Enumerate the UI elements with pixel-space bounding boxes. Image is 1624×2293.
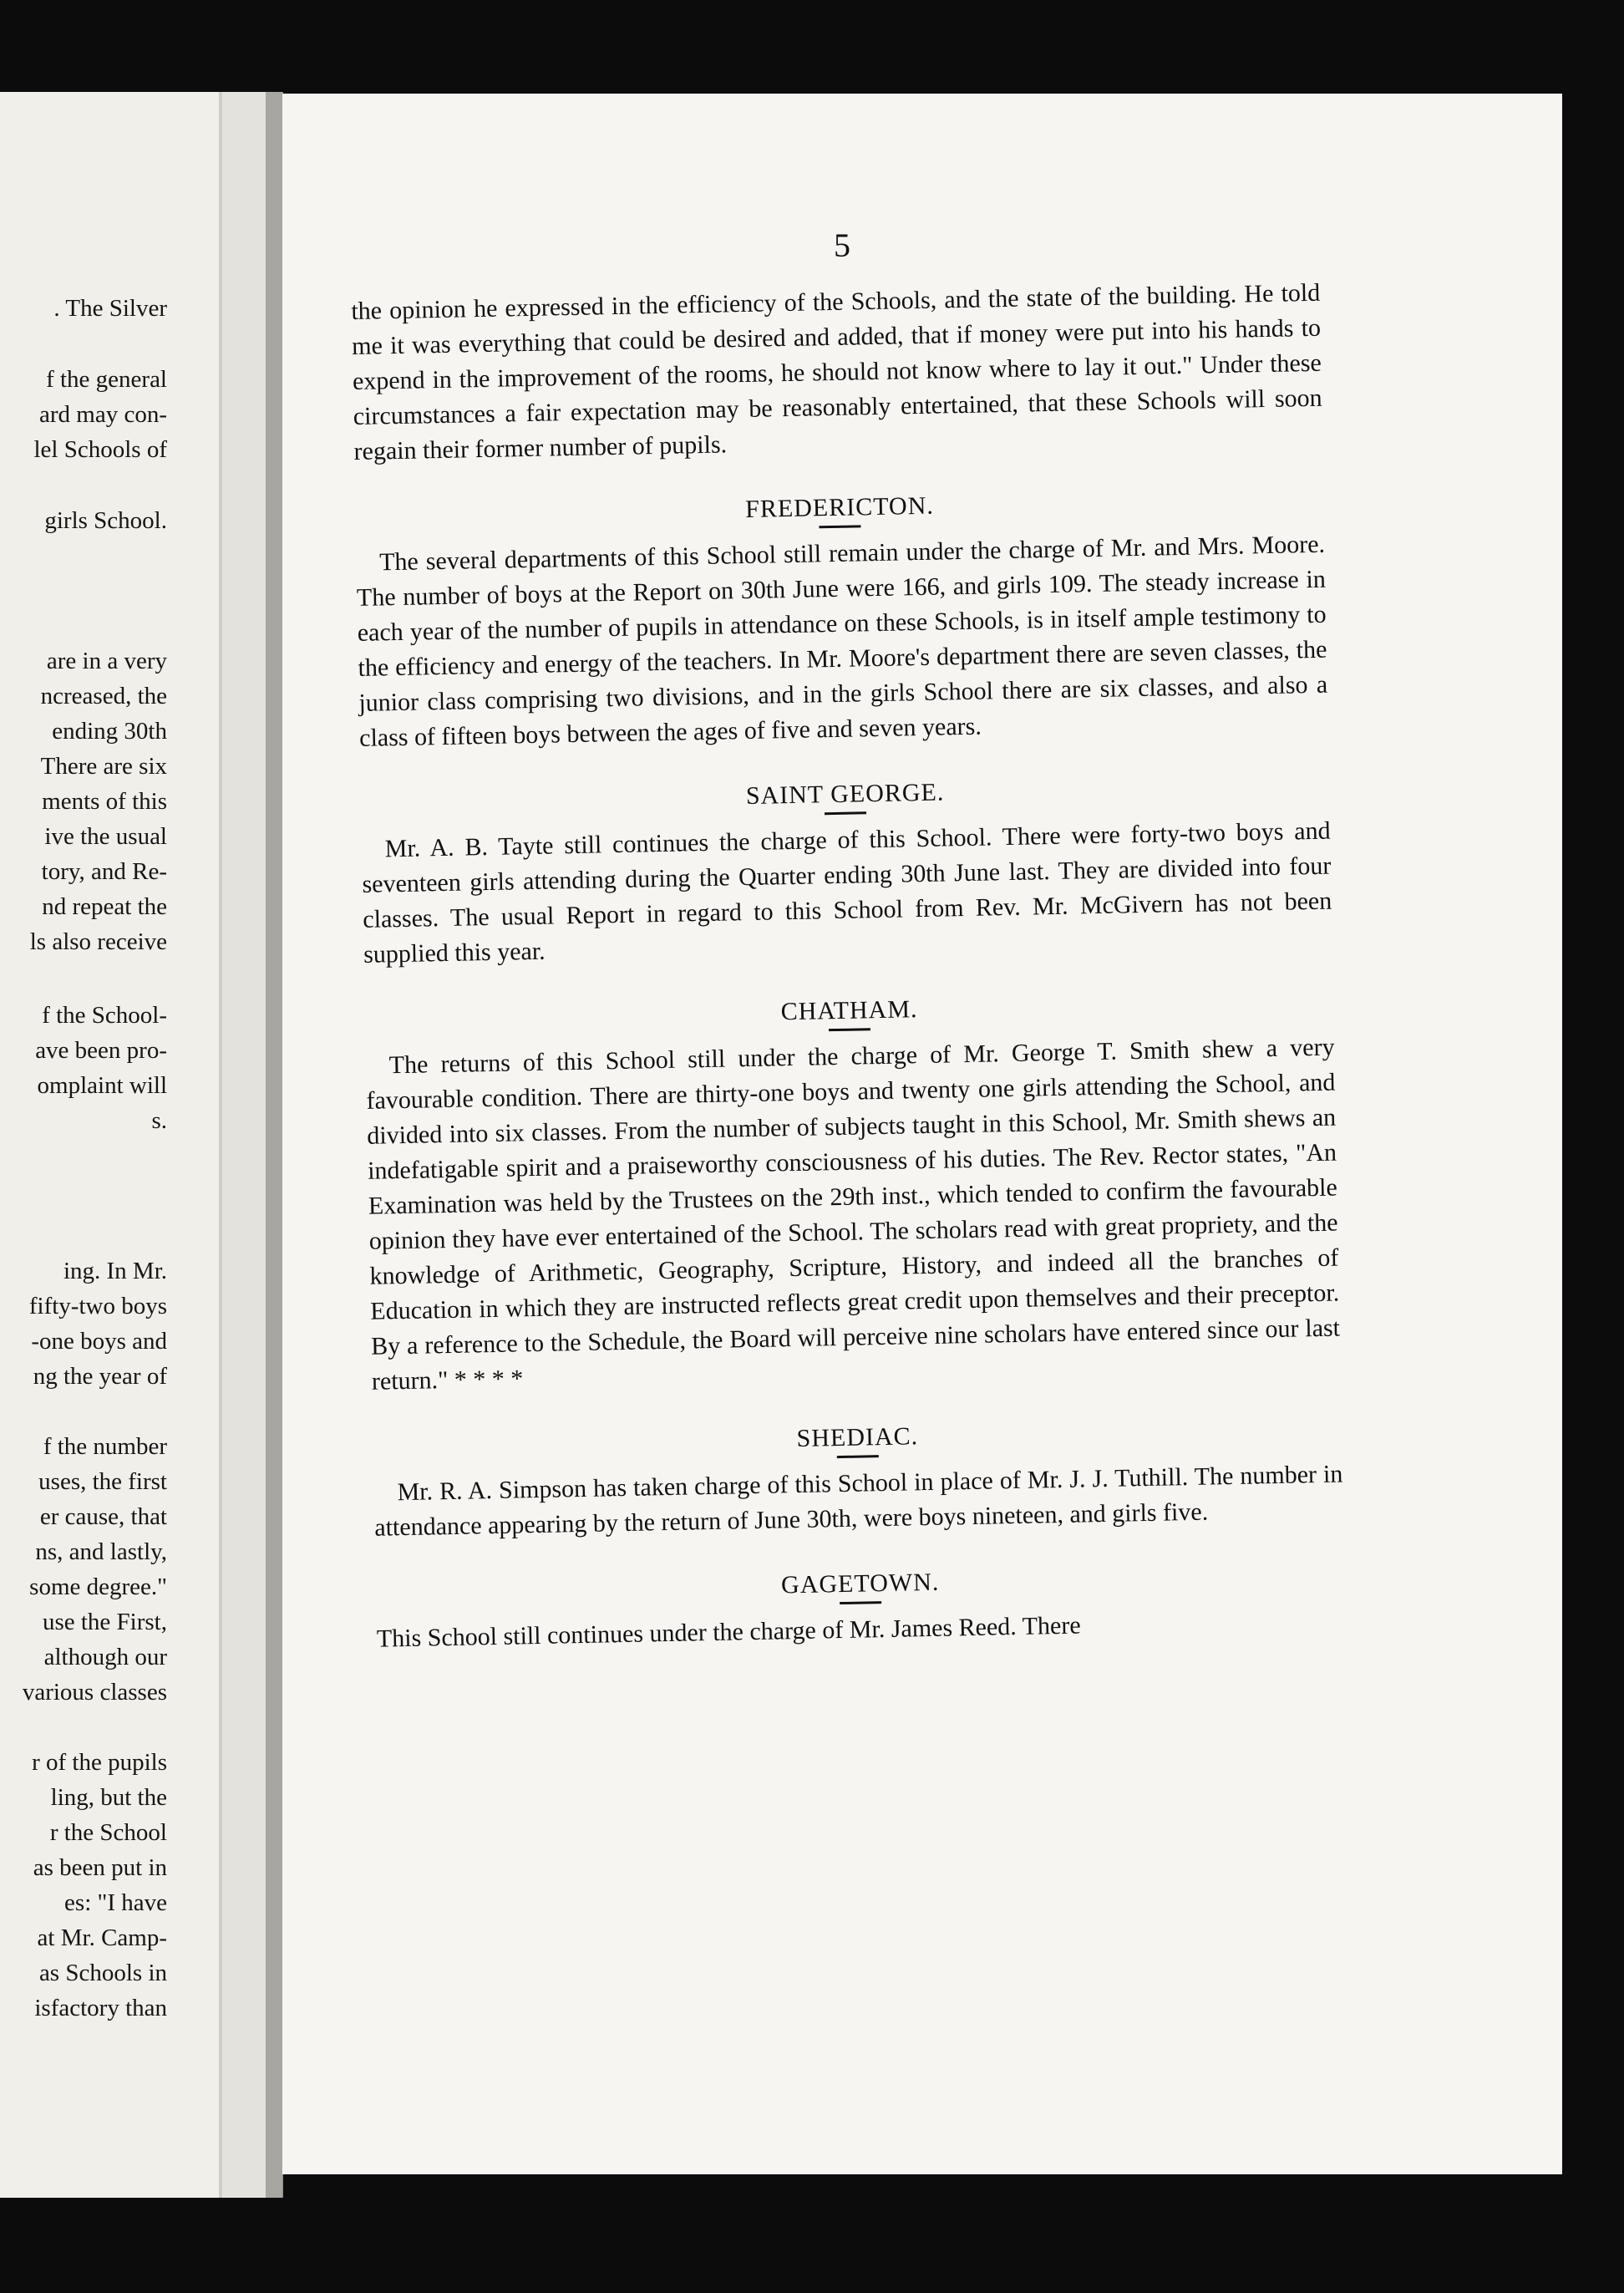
left-line: as Schools in	[38, 1960, 167, 1986]
left-line: lel Schools of	[33, 436, 167, 463]
left-line: although our	[43, 1644, 167, 1670]
left-line: ments of this	[42, 788, 167, 815]
left-line: f the School-	[42, 1002, 167, 1029]
section-heading-shediac: SHEDIAC.	[796, 1422, 919, 1453]
left-line: ns, and lastly,	[35, 1538, 167, 1565]
section-text-chatham: The returns of this School still under the charge of Mr. George T. Smith shew a very favourable condition. There are thirty-one boys and twenty one girls attending the School, and divided into six classes. From the number of subjects taught in this School, Mr. Smith shews an indefatigable spirit and a praiseworthy consciousness of his duties. The Rev. Rector states, "An Examination was held by the Trustees on the 29th inst., which tended to confirm the favourable opinion they have ever entertained of the School. The scholars read with great propriety, and the knowledge of Arithmetic, Geography, Scripture, History, and indeed all the branches of Education in which they are instructed reflects great credit upon themselves and their preceptor. By a reference to the Schedule, the Board will perceive nine scholars have entered since our last return." * * * *	[366, 1033, 1341, 1396]
left-line: f the number	[43, 1433, 167, 1460]
left-line: uses, the first	[38, 1468, 167, 1495]
page-number: 5	[834, 226, 850, 264]
heading-rule	[819, 525, 860, 528]
left-line: ls also receive	[29, 928, 167, 955]
left-line: nd repeat the	[42, 893, 167, 920]
left-line: . The Silver	[53, 295, 167, 322]
heading-rule	[837, 1455, 879, 1458]
gutter-shadow	[266, 92, 282, 2198]
left-line: tory, and Re-	[41, 858, 167, 885]
left-line: er cause, that	[39, 1503, 167, 1530]
intro-paragraph: the opinion he expressed in the efficiency of the Schools, and the state of the building. He told me it was everything that could be desired and added, that if money were put into his hands to expend in the improvement of the rooms, he should not know where to lay it out." Under these circumstances a fair expectation may be reasonably entertained, that these Schools will soon regain their former number of pupils.	[351, 278, 1322, 465]
left-line: at Mr. Camp-	[37, 1924, 167, 1951]
left-line: some degree."	[29, 1574, 167, 1600]
left-line: ard may con-	[39, 401, 167, 428]
left-line: ing. In Mr.	[63, 1258, 167, 1284]
left-line: omplaint will	[37, 1072, 167, 1099]
section-text-fredericton: The several departments of this School still remain under the charge of Mr. and Mrs. Moore. The number of boys at the Report on 30th June were 166, and girls 109. The steady increase in each year of the number of pupils in attendance on these Schools, is in itself ample testimony to the efficiency and energy of the teachers. In Mr. Moore's department there are seven classes, the junior class comprising two divisions, and in the girls School there are six classes, and also a class of fifteen boys between the ages of five and seven years.	[356, 530, 1328, 752]
section-text-saint-george: Mr. A. B. Tayte still continues the charge of this School. There were forty-two boys and seventeen girls attending during the Quarter ending 30th June last. They are divided into four classes. The usual Report in regard to this School from Rev. Mr. McGivern has not been supplied this year.	[362, 816, 1332, 969]
section-text-gagetown: This School still continues under the charge of Mr. James Reed. There	[376, 1611, 1081, 1653]
left-line: ling, but the	[50, 1784, 167, 1811]
section-heading-saint-george: SAINT GEORGE.	[745, 778, 945, 811]
section-heading-gagetown: GAGETOWN.	[780, 1568, 940, 1599]
left-line: girls School.	[44, 507, 167, 534]
left-line: s.	[151, 1107, 167, 1134]
left-line: r the School	[49, 1819, 167, 1846]
left-line: r of the pupils	[32, 1749, 167, 1776]
left-line: ave been pro-	[35, 1037, 167, 1064]
heading-rule	[825, 811, 866, 815]
left-line: ng the year of	[33, 1363, 167, 1390]
left-line: f the general	[46, 366, 167, 393]
left-line: are in a very	[46, 648, 167, 674]
text-column	[351, 276, 1346, 1657]
left-line: use the First,	[42, 1609, 167, 1635]
left-line: ncreased, the	[40, 683, 167, 709]
left-line: isfactory than	[34, 1995, 167, 2021]
heading-rule	[829, 1028, 870, 1031]
left-line: There are six	[40, 753, 167, 780]
left-line: ending 30th	[52, 718, 167, 745]
heading-rule	[840, 1601, 881, 1604]
left-line: -one boys and	[31, 1328, 167, 1355]
section-text-shediac: Mr. R. A. Simpson has taken charge of this School in place of Mr. J. J. Tuthill. The number in attendance appearing by the return of June 30th, were boys nineteen, and girls five.	[374, 1460, 1343, 1542]
left-line: ive the usual	[44, 823, 167, 850]
section-heading-chatham: CHATHAM.	[780, 995, 918, 1026]
left-line: fifty-two boys	[28, 1293, 167, 1319]
left-line: es: "I have	[64, 1889, 167, 1916]
section-heading-fredericton: FREDERICTON.	[744, 491, 935, 523]
left-page-fragment	[0, 92, 251, 2198]
left-line: as been put in	[33, 1854, 167, 1881]
left-line: various classes	[22, 1679, 167, 1706]
